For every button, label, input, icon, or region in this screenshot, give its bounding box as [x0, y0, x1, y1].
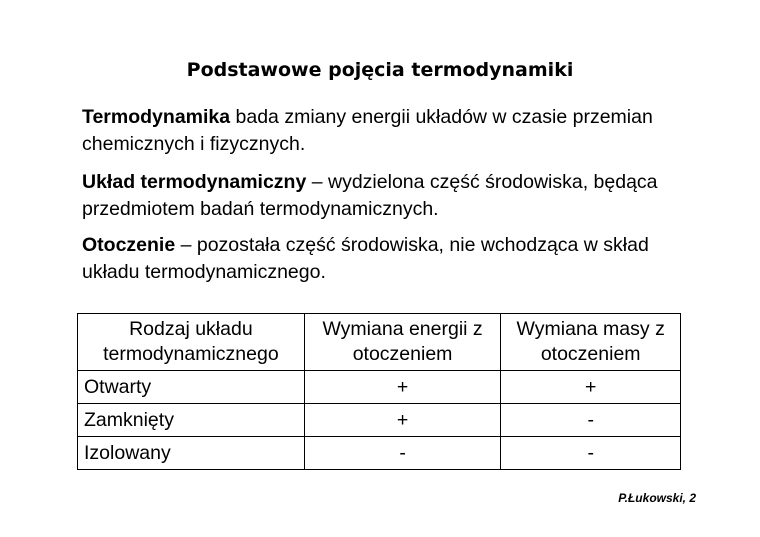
definition-thermodynamic-system-text: – wydzielona część środowiska, będąca przedmiotem badań termodynamicznych.: [82, 171, 658, 220]
term-thermodynamics: Termodynamika: [82, 106, 231, 128]
definition-thermodynamic-system: [82, 169, 702, 223]
row-system-type: Otwarty: [78, 371, 305, 404]
header-mass-exchange: Wymiana masy z otoczeniem: [501, 314, 681, 371]
table-row: [78, 437, 681, 470]
definition-thermodynamics-text: bada zmiany energii układów w czasie przemian chemicznych i fizycznych.: [82, 106, 653, 155]
table-row: [78, 371, 681, 404]
header-energy-exchange: Wymiana energii z otoczeniem: [304, 314, 501, 371]
row-energy-exchange: +: [304, 371, 501, 404]
slide-footer: P.Łukowski, 2: [618, 491, 696, 505]
row-mass-exchange: -: [501, 437, 681, 470]
row-energy-exchange: +: [304, 404, 501, 437]
definition-surroundings-text: – pozostała część środowiska, nie wchodząca w skład układu termodynamicznego.: [82, 234, 649, 283]
table-row: [78, 404, 681, 437]
system-types-table: [77, 313, 681, 470]
row-system-type: Izolowany: [78, 437, 305, 470]
term-thermodynamic-system: Układ termodynamiczny: [82, 171, 307, 193]
row-mass-exchange: -: [501, 404, 681, 437]
row-mass-exchange: +: [501, 371, 681, 404]
definition-thermodynamics: [82, 104, 702, 158]
header-system-type: Rodzaj układu termodynamicznego: [78, 314, 305, 371]
table-header-row: [78, 314, 681, 371]
definition-surroundings: [82, 232, 702, 286]
slide-title: Podstawowe pojęcia termodynamiki: [186, 59, 574, 81]
row-energy-exchange: -: [304, 437, 501, 470]
row-system-type: Zamknięty: [78, 404, 305, 437]
term-surroundings: Otoczenie: [82, 234, 176, 256]
